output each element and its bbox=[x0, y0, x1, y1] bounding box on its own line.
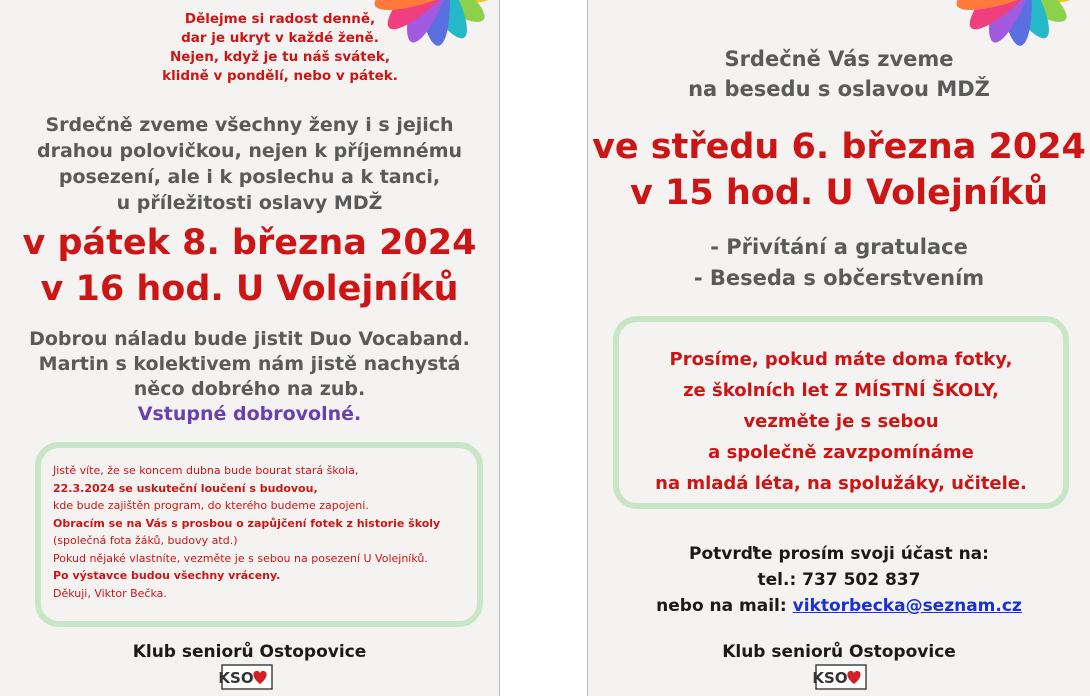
music-line: Dobrou náladu bude jistit Duo Vocaband. bbox=[29, 328, 470, 350]
photo-request-box bbox=[613, 316, 1069, 509]
event-time-place: v 15 hod. U Volejníků bbox=[629, 173, 1049, 213]
request-line: Prosíme, pokud máte doma fotky, bbox=[669, 349, 1013, 370]
confirm-text: Potvrďte prosím svoji účast na: bbox=[689, 544, 989, 564]
notice-line: kde bude zajištěn program, do kterého budeme zapojeni. bbox=[53, 499, 369, 512]
invitation-line: posezení, ale i k poslechu a k tanci, bbox=[58, 166, 441, 188]
poem-line: dar je ukryt v každé ženě. bbox=[181, 30, 379, 46]
invitation-line: Srdečně zveme všechny ženy i s jejich bbox=[45, 114, 454, 136]
notice-line: (společná fota žáků, budovy atd.) bbox=[53, 534, 238, 547]
notice-line: Jistě víte, že se koncem dubna bude bourat stará škola, bbox=[53, 464, 359, 477]
poem bbox=[130, 10, 430, 86]
notice-line: Po výstavce budou všechny vráceny. bbox=[53, 569, 281, 582]
event-date-block bbox=[0, 220, 499, 312]
club-logo bbox=[218, 665, 272, 689]
invitation-line: Srdečně Vás zveme bbox=[724, 47, 954, 71]
poem-line: klidně v pondělí, nebo v pátek. bbox=[162, 68, 398, 84]
left-poster bbox=[0, 0, 500, 696]
invitation-text bbox=[0, 112, 499, 216]
club-name: Klub seniorů Ostopovice bbox=[132, 642, 367, 662]
invitation-text bbox=[588, 44, 1090, 104]
music-line: něco dobrého na zub. bbox=[133, 378, 366, 400]
mail-line bbox=[588, 593, 1090, 619]
music-info bbox=[0, 327, 499, 427]
program-item: - Beseda s občerstvením bbox=[693, 266, 985, 290]
event-date: v pátek 8. března 2024 bbox=[22, 223, 477, 263]
event-date: ve středu 6. března 2024 bbox=[592, 127, 1086, 167]
logo-text: KSO bbox=[812, 669, 848, 687]
program-item: - Přivítání a gratulace bbox=[710, 235, 968, 259]
logo-text: KSO bbox=[218, 669, 254, 687]
event-time-place: v 16 hod. U Volejníků bbox=[40, 269, 459, 309]
school-farewell-notice bbox=[35, 442, 483, 627]
notice-line: Obracím se na Vás s prosbou o zapůjčení fotek z historie školy bbox=[53, 516, 441, 530]
request-line: vezměte je s sebou bbox=[743, 411, 939, 432]
contact-info bbox=[588, 541, 1090, 619]
notice-line: 22.3.2024 se uskuteční loučení s budovou, bbox=[53, 481, 318, 495]
phone-number: tel.: 737 502 837 bbox=[757, 570, 921, 590]
right-poster bbox=[587, 0, 1090, 696]
entry-fee: Vstupné dobrovolné. bbox=[137, 403, 362, 425]
invitation-line: drahou polovičkou, nejen k příjemnému bbox=[36, 140, 463, 162]
club-logo bbox=[812, 665, 866, 689]
invitation-line: u příležitosti oslavy MDŽ bbox=[116, 192, 383, 214]
request-line: na mladá léta, na spolužáky, učitele. bbox=[655, 473, 1027, 494]
poem-line: Nejen, když je tu náš svátek, bbox=[169, 49, 391, 65]
program-list bbox=[588, 232, 1090, 294]
notice-line: Děkuji, Viktor Bečka. bbox=[53, 586, 167, 600]
request-line: ze školních let Z MÍSTNÍ ŠKOLY, bbox=[683, 380, 999, 401]
page-gap bbox=[501, 0, 587, 696]
request-line: a společně zavzpomínáme bbox=[708, 442, 974, 463]
event-date-block bbox=[588, 124, 1090, 216]
mail-label: nebo na mail: bbox=[656, 596, 793, 616]
poem-line: Dělejme si radost denně, bbox=[184, 11, 376, 27]
music-line: Martin s kolektivem nám jistě nachystá bbox=[38, 353, 461, 375]
email-link[interactable]: viktorbecka@seznam.cz bbox=[792, 596, 1022, 616]
club-name: Klub seniorů Ostopovice bbox=[722, 642, 956, 662]
invitation-line: na besedu s oslavou MDŽ bbox=[688, 77, 990, 101]
notice-line: Pokud nějaké vlastníte, vezměte je s sebou na posezení U Volejníků. bbox=[53, 551, 428, 565]
